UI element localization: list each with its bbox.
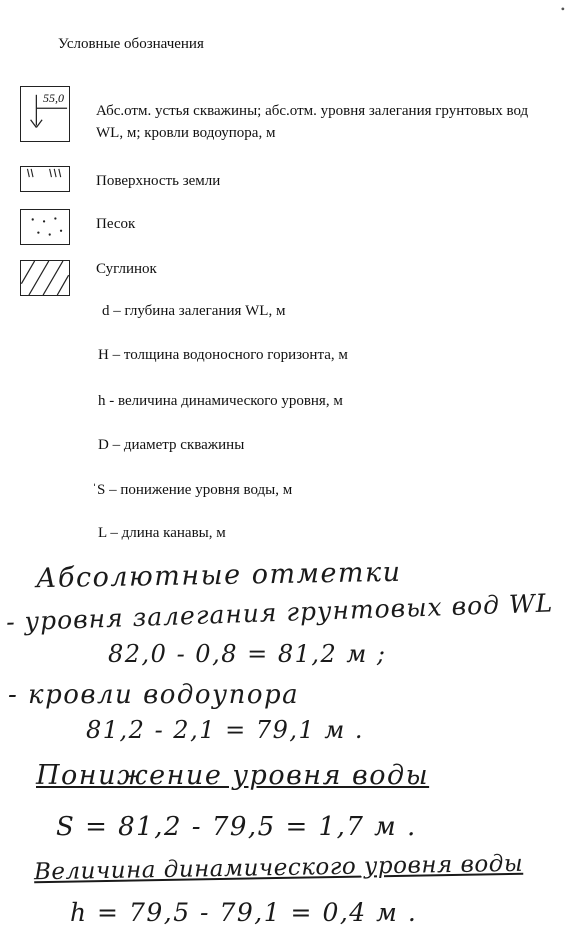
hw-calc-groundwater: 82,0 - 0,8 = 81,2 м ; (108, 640, 387, 668)
abbr-L: L – длина канавы, м (98, 525, 226, 541)
well-symbol (20, 86, 70, 142)
hw-line-aquitard: - кровли водоупора (8, 680, 300, 710)
hw-calc-dynamic-level: h = 79,5 - 79,1 = 0,4 м . (70, 898, 418, 927)
abbr-h: h - величина динамического уровня, м (98, 393, 343, 409)
legend-item-well: Абс.отм. устья скважины; абс.отм. уровня залегания грунтовых вод WL, м; кровли водоупора, м (96, 103, 529, 141)
abbr-D: D – диаметр скважины (98, 437, 245, 453)
loam-hatch-graphic (21, 261, 69, 295)
corner-mark: • (560, 2, 565, 16)
abbr-S: ˈS – понижение уровня воды, м (92, 482, 293, 498)
sand-symbol (20, 209, 70, 245)
hw-heading-drawdown: Понижение уровня воды (36, 760, 430, 791)
legend-item-loam: Суглинок (96, 261, 157, 277)
legend-title: Условные обозначения (58, 36, 204, 52)
abbr-H: H – толщина водоносного горизонта, м (98, 347, 348, 363)
legend-item-ground: Поверхность земли (96, 173, 221, 189)
hw-line-groundwater: - уровня залегания грунтовых вод WL (5, 588, 554, 637)
hw-calc-drawdown: S = 81,2 - 79,5 = 1,7 м . (56, 812, 417, 842)
sand-dots-graphic (21, 210, 69, 244)
abbr-d: d – глубина залегания WL, м (102, 303, 286, 319)
legend-item-sand: Песок (96, 216, 136, 232)
hw-calc-aquitard: 81,2 - 2,1 = 79,1 м . (86, 716, 365, 744)
ground-surface-symbol (20, 166, 70, 192)
well-label: 55,0 (43, 91, 64, 105)
hw-heading-absolute-marks: Абсолютные отметки (35, 556, 402, 595)
loam-symbol (20, 260, 70, 296)
hw-heading-dynamic-level: Величина динамического уровня воды (33, 850, 524, 886)
ground-hatch-graphic (21, 167, 69, 191)
